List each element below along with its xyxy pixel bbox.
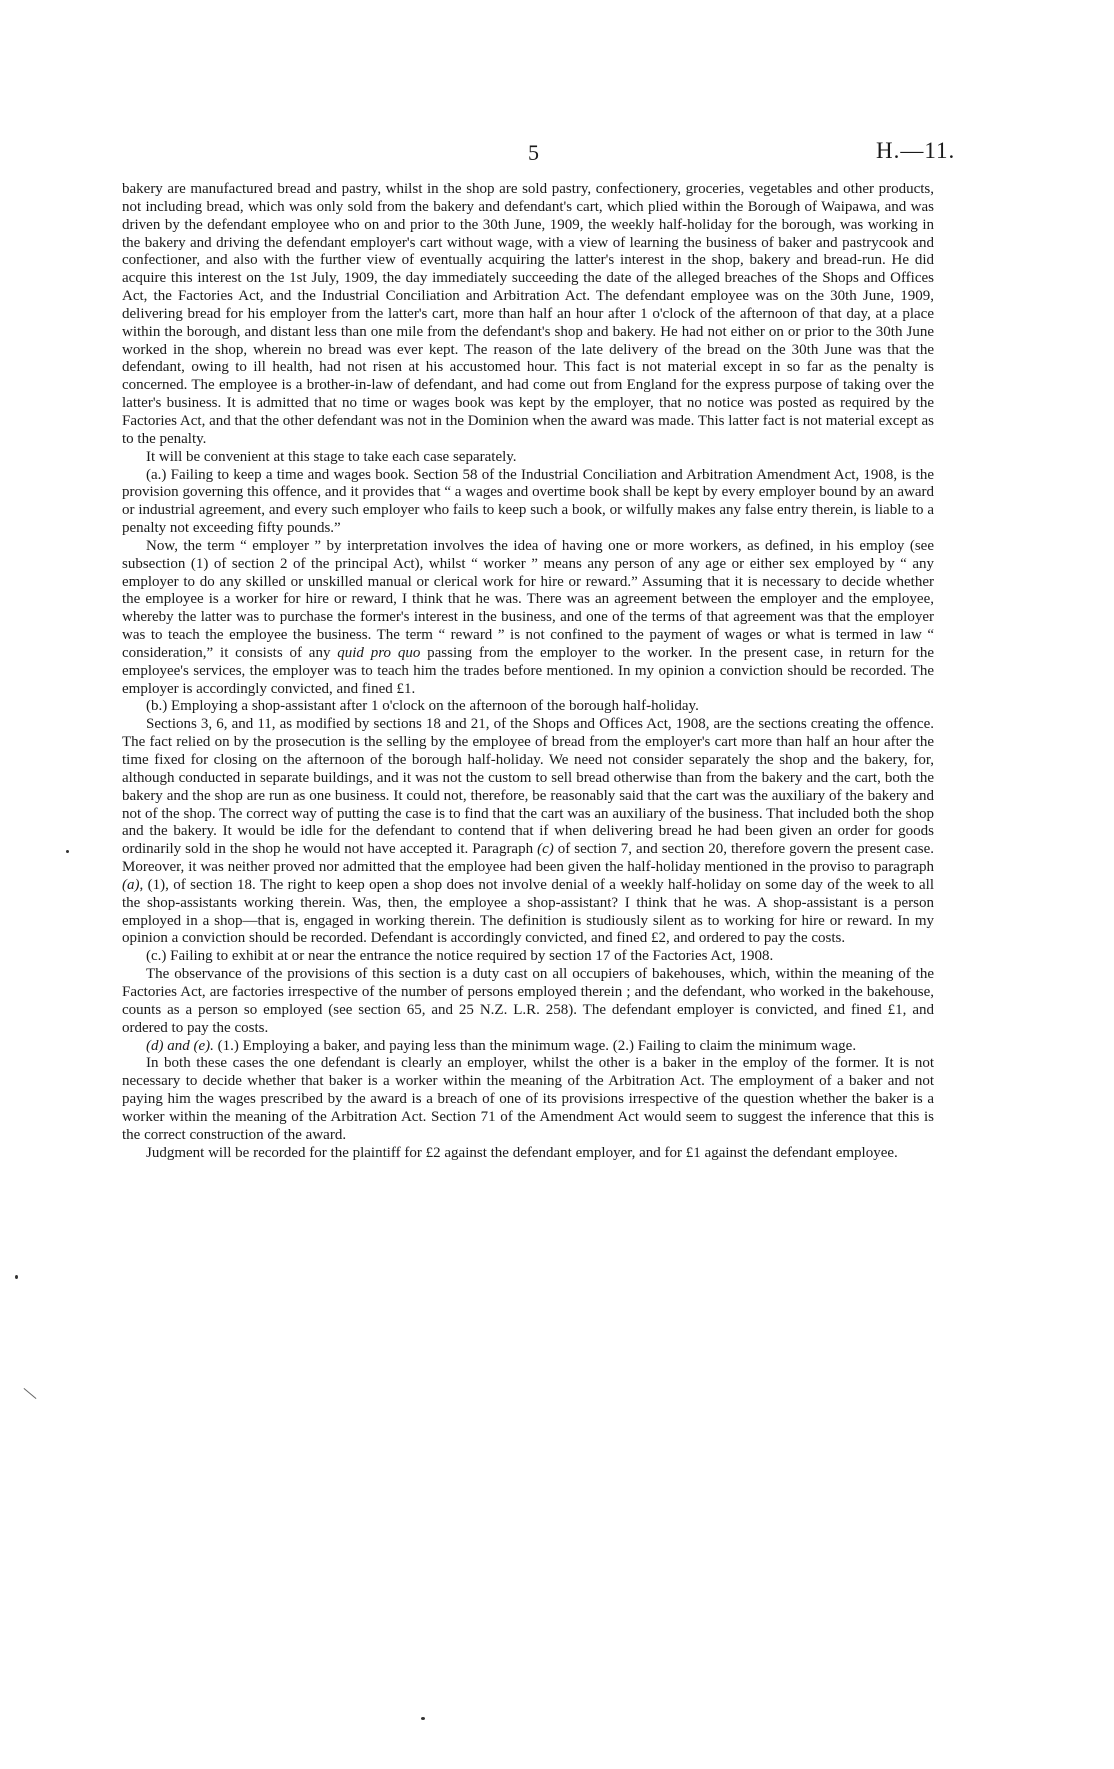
text-span: , (1), of section 18. The right to keep open a shop does not involve denial of a weekly half-holiday on some day of the week to all the shop-assistants working therein. Was, then, the employee a shop-assistant? I think that he was. A shop-assistant is a person employed in a shop—that is, engaged in working therein. The definition is studiously silent as to working for hire or reward. In my opinion a conviction should be recorded. Defendant is accordingly convicted, and fined £2, and ordered to pay the costs. <box>122 876 934 947</box>
scan-mark <box>24 1388 37 1399</box>
paragraph-case-d-e <box>122 1038 934 1056</box>
paper-reference: H.—11. <box>876 138 956 163</box>
paragraph-employer-definition <box>122 538 934 699</box>
scan-speck <box>421 1717 425 1720</box>
scan-speck <box>15 1275 18 1279</box>
text-span: Now, the term “ employer ” by interpretation involves the idea of having one or more workers, as defined, in his employ (see subsection (1) of section 2 of the principal Act), whilst “ worker ” means any person of any age or either sex employed by “ any employer to do any skilled or unskilled manual or clerical work for hire or reward.” Assuming that it is necessary to decide whether the employee is a worker for hire or reward, I think that he was. There was an agreement between the employer and the employee, whereby the latter was to purchase the former's interest in the business, and one of the terms of that agreement was that the employer was to teach the employee the business. The term “ reward ” is not confined to the payment of wages or what is termed in law “ consideration,” it consists of any <box>122 537 934 661</box>
text-span: passing from the employer to the worker. In the present case, in return for the employee's services, the employer was to teach him the trades before mentioned. In my opinion a conviction should be recorded. The employer is accordingly convicted, and fined £1. <box>122 644 934 697</box>
text-span: (1.) Employing a baker, and paying less than the minimum wage. (2.) Failing to claim the minimum wage. <box>213 1037 857 1054</box>
paragraph-case-c: (c.) Failing to exhibit at or near the entrance the notice required by section 17 of the Factories Act, 1908. <box>146 948 774 965</box>
paragraph-judgment: Judgment will be recorded for the plaintiff for £2 against the defendant employer, and for £1 against the defendant employee. <box>146 1144 898 1161</box>
page-number: 5 <box>528 140 539 165</box>
paragraph-intro: It will be convenient at this stage to take each case separately. <box>146 448 517 465</box>
paragraph-arbitration: In both these cases the one defendant is clearly an employer, whilst the other is a baker in the employ of the former. It is not necessary to decide whether that baker is a worker within the meaning of the Arbitration Act. The employment of a baker and not paying him the wages prescribed by the award is a breach of one of its provisions irrespective of the question whether the baker is a worker within the meaning of the Arbitration Act. Section 71 of the Amendment Act would seem to suggest the inference that this is the correct construction of the award. <box>122 1055 934 1143</box>
paragraph-ref: (a) <box>122 876 140 893</box>
case-label: (d) and (e). <box>146 1037 214 1054</box>
paragraph-ref: (c) <box>537 841 554 858</box>
text-span: of section 7, and section 20, therefore govern the present case. Moreover, it was neither proved nor admitted that the employee had been given the half-holiday mentioned in the proviso to paragraph <box>122 841 934 876</box>
paragraph-case-a: (a.) Failing to keep a time and wages book. Section 58 of the Industrial Conciliation and Arbitration Amendment Act, 1908, is the provision governing this offence, and it provides that “ a wages and overtime book shall be kept by every employer bound by an award or industrial agreement, and every such employer who fails to keep such a book, or wilfully makes any false entry therein, is liable to a penalty not exceeding fifty pounds.” <box>122 466 934 537</box>
scan-speck <box>66 850 69 853</box>
paragraph-facts: bakery are manufactured bread and pastry, whilst in the shop are sold pastry, confectionery, groceries, vegetables and other products, not including bread, which was only sold from the bakery and defendant's cart, which plied within the Borough of Waipawa, and was driven by the defendant employee who on and prior to the 30th June, 1909, the weekly half-holiday for the borough, was working in the bakery and driving the defendant employer's cart without wage, with a view of learning the business of baker and pastrycook and confectioner, and also with the further view of eventually acquiring the latter's interest in the shop, bakery and bread-run. He did acquire this interest on the 1st July, 1909, the day immediately succeeding the date of the alleged breaches of the Shops and Offices Act, the Factories Act, and the Industrial Conciliation and Arbitration Act. The defendant employee was on the 30th June, 1909, delivering bread for his employer from the latter's cart, more than half an hour after 1 o'clock of the afternoon of that day, at a place within the borough, and distant less than one mile from the defendant's shop and bakery. He had not either on or prior to the 30th June worked in the shop, wherein no bread was ever kept. The reason of the late delivery of the bread on the 30th June was that the defendant, owing to ill health, had not risen at his accustomed hour. This fact is not material except in so far as the penalty is concerned. The employee is a brother-in-law of defendant, and had come out from England for the express purpose of taking over the latter's business. It is admitted that no time or wages book was kept by the employer, that no notice was posted as required by the Factories Act, and that the other defendant was not in the Dominion when the award was made. This latter fact is not material except as to the penalty. <box>122 181 934 447</box>
paragraph-shops-act <box>122 716 934 948</box>
latin-phrase: quid pro quo <box>337 644 421 661</box>
document-body <box>122 181 934 1162</box>
paragraph-factories-act: The observance of the provisions of this section is a duty cast on all occupiers of bakehouses, which, within the meaning of the Factories Act, are factories irrespective of the number of persons employed therein ; and the defendant, who worked in the bakehouse, counts as a person so employed (see section 65, and 25 N.Z. L.R. 258). The defendant employer is convicted, and fined £1, and ordered to pay the costs. <box>122 966 934 1036</box>
paragraph-case-b: (b.) Employing a shop-assistant after 1 o'clock on the afternoon of the borough half-holiday. <box>146 698 699 715</box>
text-span: Sections 3, 6, and 11, as modified by sections 18 and 21, of the Shops and Offices Act, 1908, are the sections creating the offence. The fact relied on by the prosecution is the selling by the employee of bread from the employer's cart more than half an hour after the time fixed for closing on the afternoon of the borough half-holiday. We need not consider separately the shop and the bakery, for, although conducted in separate buildings, and it was not the custom to sell bread otherwise than from the bakery and the cart, both the bakery and the shop are run as one business. It could not, therefore, be reasonably said that the cart was the auxiliary of the bakery and not of the shop. The correct way of putting the case is to find that the cart was an auxiliary of the business. That included both the shop and the bakery. It would be idle for the defendant to contend that if when delivering bread he had been given an order for goods ordinarily sold in the shop he would not have accepted it. Paragraph <box>122 716 934 858</box>
